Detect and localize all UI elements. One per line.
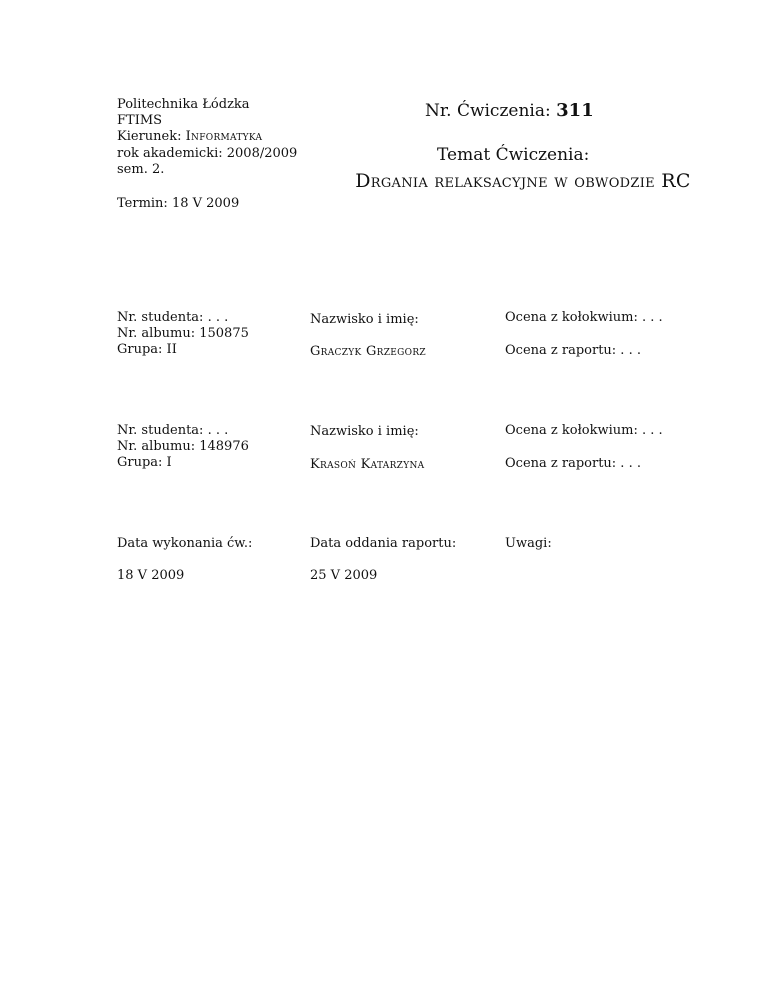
- performed-date-value: 18 V 2009: [117, 568, 185, 583]
- student1-report-grade: Ocena z raportu: . . .: [505, 343, 641, 358]
- academic-year: rok akademicki: 2008/2009: [117, 145, 298, 161]
- student2-album: Nr. albumu: 148976: [117, 439, 249, 454]
- exercise-number-label: Nr. Ćwiczenia:: [425, 101, 551, 121]
- faculty-name: FTIMS: [117, 113, 163, 129]
- remarks-label: Uwagi:: [505, 536, 552, 551]
- exercise-topic: Drgania relaksacyjne w obwodzie RC: [355, 170, 691, 192]
- term-date: Termin: 18 V 2009: [117, 196, 240, 211]
- submitted-date-value: 25 V 2009: [310, 568, 378, 583]
- university-name: Politechnika Łódzka: [117, 97, 250, 112]
- student2-number: Nr. studenta: . . .: [117, 423, 229, 438]
- submitted-date-label: Data oddania raportu:: [310, 536, 457, 551]
- student1-group: Grupa: II: [117, 342, 177, 357]
- topic-label: Temat Ćwiczenia:: [437, 145, 590, 165]
- exercise-number: 311: [556, 100, 594, 121]
- semester: sem. 2.: [117, 161, 165, 177]
- performed-date-label: Data wykonania ćw.:: [117, 536, 253, 551]
- course-name: Informatyka: [185, 129, 263, 145]
- student1-number: Nr. studenta: . . .: [117, 310, 229, 325]
- student1-name-label: Nazwisko i imię:: [310, 312, 419, 327]
- student1-name: Graczyk Grzegorz: [310, 344, 426, 359]
- course-line: [117, 129, 317, 145]
- student2-name: Krasoń Katarzyna: [310, 457, 425, 472]
- student2-report-grade: Ocena z raportu: . . .: [505, 456, 641, 471]
- student2-group: Grupa: I: [117, 455, 172, 470]
- course-prefix: Kierunek:: [117, 129, 182, 145]
- student1-album: Nr. albumu: 150875: [117, 326, 249, 341]
- student2-colloquium-grade: Ocena z kołokwium: . . .: [505, 423, 663, 438]
- student2-name-label: Nazwisko i imię:: [310, 424, 419, 439]
- institution-header: [117, 97, 317, 178]
- exercise-number-line: [425, 100, 594, 121]
- student1-colloquium-grade: Ocena z kołokwium: . . .: [505, 310, 663, 325]
